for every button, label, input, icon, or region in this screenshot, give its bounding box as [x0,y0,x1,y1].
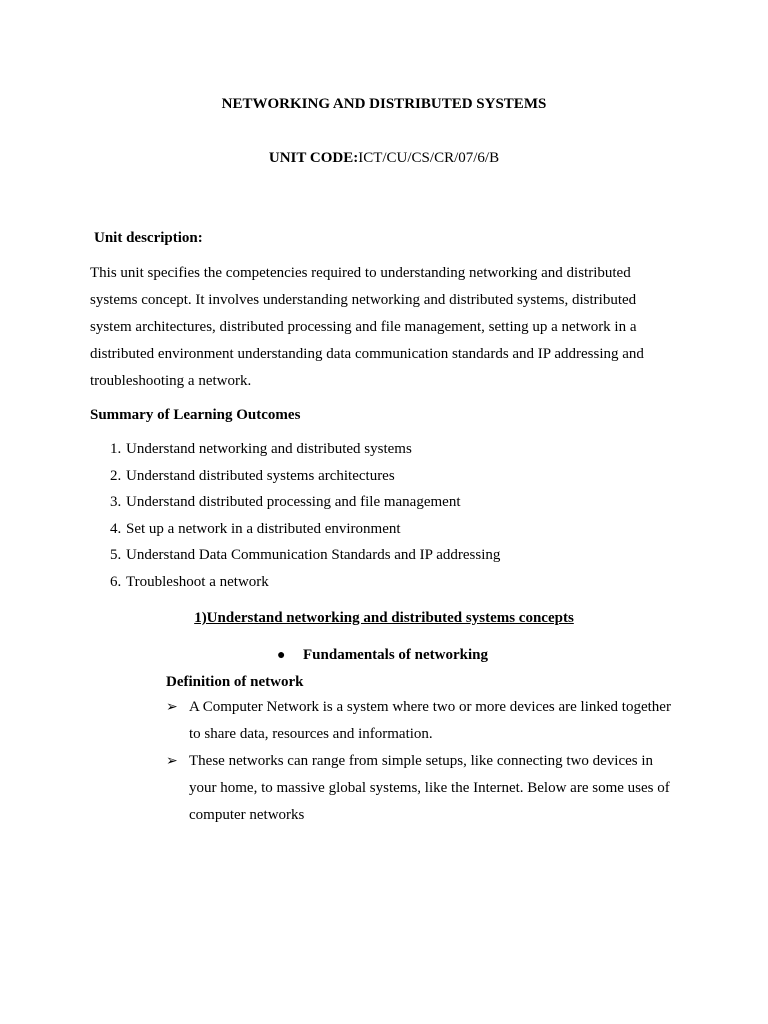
unit-code-label: UNIT CODE: [268,150,359,166]
list-item [110,542,500,569]
list-item [110,436,500,463]
list-number: 5. [110,547,122,564]
definition-heading: Definition of network [166,674,304,690]
arrow-point-text: These networks can range from simple setups, like connecting two devices in your home, to massive global systems, like the Internet. Below are some uses of computer networks [189,753,670,823]
arrow-point-text: A Computer Network is a system where two or more devices are linked together to share data, resources and information. [189,699,671,742]
bullet-icon: ● [277,648,286,663]
list-item [110,463,500,490]
unit-description-text: This unit specifies the competencies required to understanding networking and distributed systems concept. It involves understanding networking and distributed systems, distributed system architectures, distributed processing and file management, setting up a network in a distributed environment understanding data communication standards and IP addressing and troubleshooting a network. [90,265,644,389]
summary-heading: Summary of Learning Outcomes [90,407,301,423]
list-item-text: Understand distributed processing and file management [126,494,461,511]
learning-outcomes-list [110,436,500,596]
arrow-point [166,694,681,748]
list-item [110,489,500,516]
arrow-bullet-icon: ➢ [166,700,178,715]
unit-code-line [0,151,768,166]
list-item-text: Set up a network in a distributed environment [126,520,401,537]
list-item-text: Understand distributed systems architectures [126,467,395,484]
list-number: 2. [110,467,122,484]
list-number: 1. [110,441,122,457]
list-item-text: Understand networking and distributed systems [126,441,412,457]
bullet-heading-row [277,648,488,663]
unit-description-heading: Unit description: [94,230,203,246]
list-item [110,569,500,596]
list-item-text: Understand Data Communication Standards and IP addressing [126,547,501,564]
list-number: 4. [110,520,122,537]
arrow-bullet-icon: ➢ [166,754,178,769]
unit-code-value: ICT/CU/CS/CR/07/6/B [358,150,500,166]
list-item [110,516,500,543]
arrow-point [166,748,681,829]
list-number: 6. [110,573,122,590]
list-number: 3. [110,494,122,511]
section-heading: 1)Understand networking and distributed systems concepts [194,610,574,626]
document-title: NETWORKING AND DISTRIBUTED SYSTEMS [221,96,547,112]
bullet-heading: Fundamentals of networking [303,647,489,663]
list-item-text: Troubleshoot a network [126,573,269,590]
